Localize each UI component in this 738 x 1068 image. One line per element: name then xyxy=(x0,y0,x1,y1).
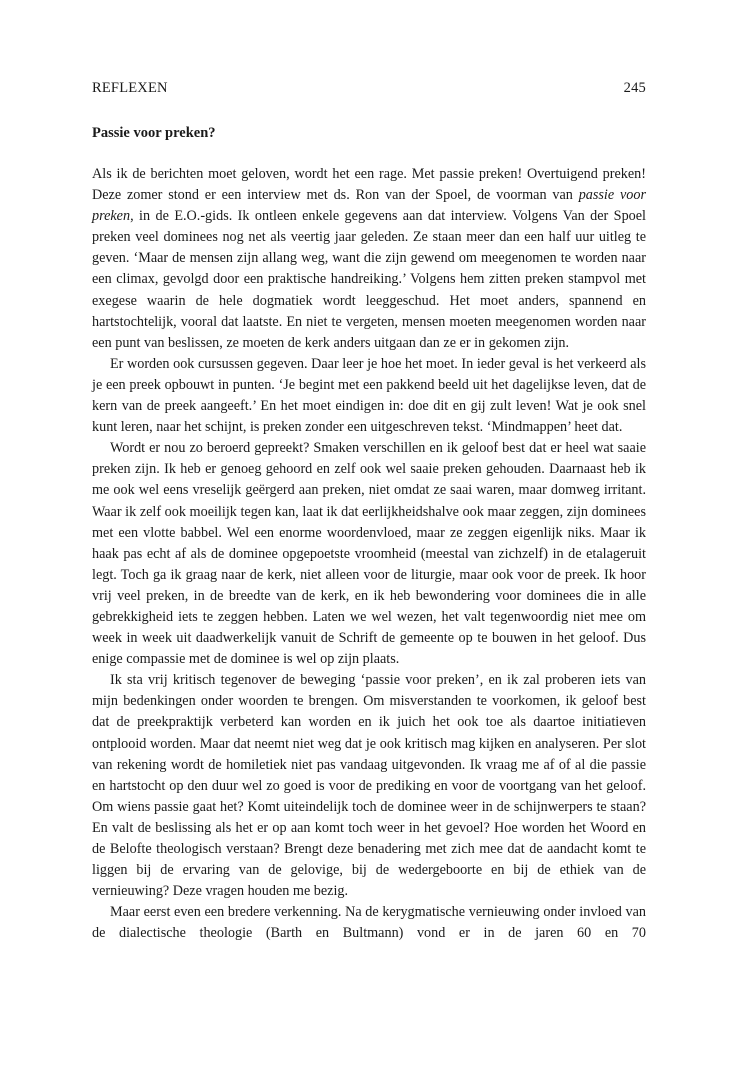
paragraph: Ik sta vrij kritisch tegenover de beweging ‘passie voor preken’, en ik zal proberen iets van mijn bedenkingen onder woorden te brengen. Om misverstanden te voorkomen, ik geloof best dat de preekpraktijk verbeterd kan worden en ik juich het ook toe als daartoe initiatieven ontplooid worden. Maar dat neemt niet weg dat je ook kritisch mag kijken en analyseren. Per slot van rekening wordt de homiletiek niet pas vandaag uitgevonden. Ik vraag me af of al die passie en hartstocht op den duur wel zo goed is voor de prediking en voor de voortgang van het geloof. Om wiens passie gaat het? Komt uiteindelijk toch de dominee weer in de schijnwerpers te staan? En valt de beslissing als het er op aan komt toch weer in het gevoel? Hoe worden het Woord en de Belofte theologisch verstaan? Brengt deze benadering met zich mee dat de aandacht komt te liggen bij de ervaring van de gelovige, bij de wedergeboorte en bij de ethiek van de vernieuwing? Deze vragen houden me bezig. xyxy=(92,672,646,900)
body-text xyxy=(92,164,646,944)
paragraph: Maar eerst even een bredere verkenning. Na de kerygmatische vernieuwing onder invloed van de dialectische theologie (Barth en Bultmann) vond er in de jaren 60 en 70 xyxy=(92,904,646,942)
emphasized-text: passie voor preken xyxy=(92,187,646,225)
paragraph: Er worden ook cursussen gegeven. Daar leer je hoe het moet. In ieder geval is het verkeerd als je een preek opbouwt in punten. ‘Je begint met een pakkend beeld uit het dagelijkse leven, dat de kern van de preek aangeeft.’ En het moet eindigen in: doe dit en gij zult leven! Wat je ook snel kunt leren, naar het schijnt, is preken zonder een uitgeschreven tekst. ‘Mindmappen’ heet dat. xyxy=(92,355,646,436)
chapter-title: Passie voor preken? xyxy=(92,125,216,141)
page-number: 245 xyxy=(623,80,646,96)
paragraph-text: , in de E.O.-gids. Ik ontleen enkele gegevens aan dat interview. Volgens Van der Spoel preken veel dominees nog net als veertig jaar geleden. Ze staan meer dan een half uur uitleg te geven. ‘Maar de mensen zijn allang weg, want die zijn gewend om meegenomen te worden naar een climax, gevolgd door een praktische handreiking.’ Volgens hem zitten preken stampvol met exegese waarin de hele dogmatiek wordt leeggeschud. Het moet anders, spannend en hartstochtelijk, vooral dat laatste. En niet te vergeten, mensen moeten meegenomen worden naar een punt van beslissen, ze moeten de kerk anders uitgaan dan ze er in gekomen zijn. xyxy=(92,208,646,351)
running-header xyxy=(92,78,646,98)
running-title: REFLEXEN xyxy=(92,80,168,96)
paragraph: Wordt er nou zo beroerd gepreekt? Smaken verschillen en ik geloof best dat er heel wat saaie preken zijn. Ik heb er genoeg gehoord en zelf ook wel saaie preken gehouden. Daarnaast heb ik me ook wel eens vreselijk geërgerd aan preken, niet omdat ze saai waren, maar domweg irritant. Waar ik zelf ook moeilijk tegen kan, laat ik dat eerlijkheidshalve ook maar zeggen, zijn dominees met een vlotte babbel. Wel een enorme woordenvloed, maar ze zeggen eigenlijk niks. Maar ik haak pas echt af als de dominee opgepoetste vroomheid (meestal van zichzelf) in de etalageruit legt. Toch ga ik graag naar de kerk, niet alleen voor de liturgie, maar ook voor de preek. Ik hoor vrij veel preken, in de breedte van de kerk, en ik heb bewondering voor dominees die in alle gebrekkigheid iets te zeggen hebben. Laten we wel wezen, het valt tegenwoordig niet mee om week in week uit daadwerkelijk vanuit de Schrift de gemeente op te bouwen in het geloof. Dus enige compassie met de dominee is wel op zijn plaats. xyxy=(92,440,646,668)
book-page xyxy=(92,78,646,944)
paragraph xyxy=(92,164,646,354)
paragraph-text: Als ik de berichten moet geloven, wordt het een rage. Met passie preken! Overtuigend preken! Deze zomer stond er een interview met ds. Ron van der Spoel, de voorman van xyxy=(92,166,646,204)
